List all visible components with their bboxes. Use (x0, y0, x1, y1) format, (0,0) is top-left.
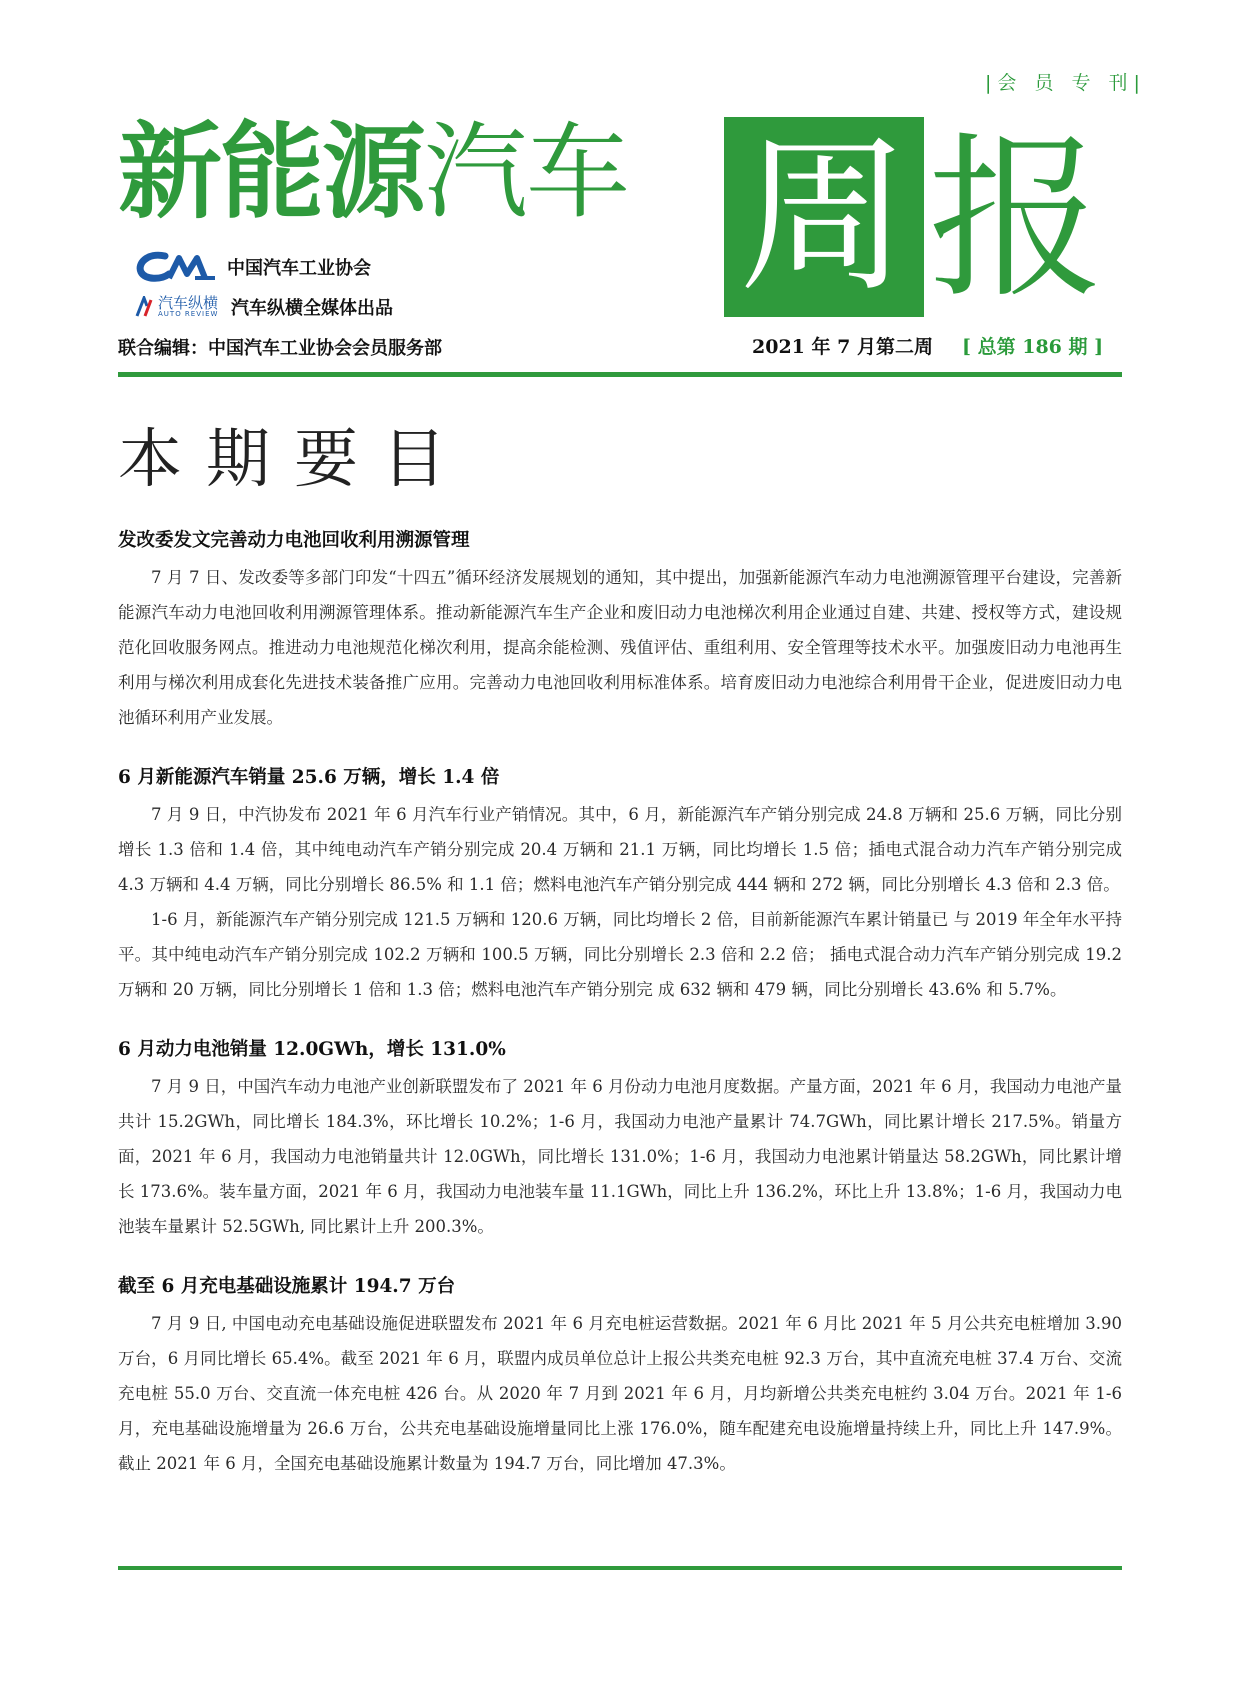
article-title: 6 月新能源汽车销量 25.6 万辆，增长 1.4 倍 (118, 767, 500, 788)
article-paragraph: 1-6 月，新能源汽车产销分别完成 121.5 万辆和 120.6 万辆，同比均增长 2 倍，目前新能源汽车累计销量已 与 2019 年全年水平持平。其中纯电动汽车产销分别完成 102.2 万辆和 100.5 万辆，同比分别增长 2.3 倍和 2.2 倍； 插电式混合动力汽车产销分别完成 19.2 万辆和 20 万辆，同比分别增长 1 倍和 1.3 倍；燃料电池汽车产销分别完 成 632 辆和 479 辆，同比分别增长 43.6% 和 5.7%。 (118, 910, 1122, 999)
article-paragraph: 7 月 7 日、发改委等多部门印发“十四五”循环经济发展规划的通知，其中提出，加强新能源汽车动力电池溯源管理平台建设，完善新能源汽车动力电池回收利用溯源管理体系。推动新能源汽车生产企业和废旧动力电池梯次利用企业通过自建、共建、授权等方式，建设规范化回收服务网点。推进动力电池规范化梯次利用，提高余能检测、残值评估、重组利用、安全管理等技术水平。加强废旧动力电池再生利用与梯次利用成套化先进技术装备推广应用。完善动力电池回收利用标准体系。培育废旧动力电池综合利用骨干企业，促进废旧动力电池循环利用产业发展。 (118, 568, 1122, 727)
issue-number: [ 总第 186 期 ] (962, 336, 1104, 358)
masthead-weekly-char-1: 周 (738, 118, 909, 316)
article-paragraph: 7 月 9 日, 中国电动充电基础设施促进联盟发布 2021 年 6 月充电桩运营数据。2021 年 6 月比 2021 年 5 月公共充电桩增加 3.90 万台，6 月同比增长 65.4%。截至 2021 年 6 月，联盟内成员单位总计上报公共类充电桩 92.3 万台，其中直流充电桩 37.4 万台、交流充电桩 55.0 万台、交直流一体充电桩 426 台。从 2020 年 7 月到 2021 年 6 月，月均新增公共类充电桩约 3.04 万台。2021 年 1-6 月，充电基础设施增量为 26.6 万台，公共充电基础设施增量同比上涨 176.0%，随车配建充电设施增量持续上升，同比上升 147.9%。截止 2021 年 6 月，全国充电基础设施累计数量为 194.7 万台，同比增加 47.3%。 (118, 1314, 1122, 1473)
article-charging-infrastructure (118, 1274, 1122, 1481)
caam-logo-icon (135, 250, 217, 284)
section-heading: 本期要目 (118, 423, 470, 497)
publisher-row-auto-review (135, 292, 393, 322)
auto-review-logo-cn: 汽车纵横 (158, 294, 219, 312)
publisher-auto-review-name: 汽车纵横全媒体出品 (231, 298, 393, 319)
issue-week: 2021 年 7 月第二周 (752, 336, 933, 358)
article-title: 发改委发文完善动力电池回收利用溯源管理 (118, 530, 470, 551)
header-divider (118, 372, 1122, 377)
auto-review-logo-icon (135, 292, 223, 322)
member-edition-tag: |会 员 专 刊| (985, 72, 1146, 94)
article-battery-sales (118, 1037, 1122, 1244)
joint-editor-line: 联合编辑：中国汽车工业协会会员服务部 (118, 338, 442, 359)
auto-review-logo-en: AUTO REVIEW (158, 310, 219, 318)
masthead-title (118, 112, 628, 232)
masthead-title-thin: 汽车 (424, 111, 629, 233)
article-paragraph: 7 月 9 日，中国汽车动力电池产业创新联盟发布了 2021 年 6 月份动力电池月度数据。产量方面，2021 年 6 月，我国动力电池产量共计 15.2GWh，同比增长 184.3%，环比增长 10.2%；1-6 月，我国动力电池产量累计 74.7GWh，同比累计增长 217.5%。销量方面，2021 年 6 月，我国动力电池销量共计 12.0GWh，同比增长 131.0%；1-6 月，我国动力电池累计销量达 58.2GWh，同比累计增长 173.6%。装车量方面，2021 年 6 月，我国动力电池装车量 11.1GWh，同比上升 136.2%，环比上升 13.8%；1-6 月，我国动力电池装车量累计 52.5GWh, 同比累计上升 200.3%。 (118, 1077, 1122, 1236)
publisher-row-caam (135, 250, 371, 284)
publisher-caam-name: 中国汽车工业协会 (227, 258, 371, 279)
article-title: 6 月动力电池销量 12.0GWh，增长 131.0% (118, 1039, 506, 1060)
article-nev-sales (118, 765, 1122, 1007)
article-title: 截至 6 月充电基础设施累计 194.7 万台 (118, 1276, 456, 1297)
footer-divider (118, 1566, 1122, 1570)
masthead-weekly-char-2: 报 (928, 117, 1105, 322)
masthead-title-bold: 新能源 (118, 111, 425, 233)
article-list (118, 528, 1122, 1511)
article-battery-recycling (118, 528, 1122, 735)
auto-review-mark-icon (135, 296, 155, 318)
masthead-weekly-box (724, 117, 924, 317)
article-paragraph: 7 月 9 日，中汽协发布 2021 年 6 月汽车行业产销情况。其中，6 月，新能源汽车产销分别完成 24.8 万辆和 25.6 万辆，同比分别增长 1.3 倍和 1.4 倍，其中纯电动汽车产销分别完成 20.4 万辆和 21.1 万辆，同比均增长 1.5 倍；插电式混合动力汽车产销分别完成 4.3 万辆和 4.4 万辆，同比分别增长 86.5% 和 1.1 倍；燃料电池汽车产销分别完成 444 辆和 272 辆，同比分别增长 4.3 倍和 2.3 倍。 (118, 805, 1122, 894)
